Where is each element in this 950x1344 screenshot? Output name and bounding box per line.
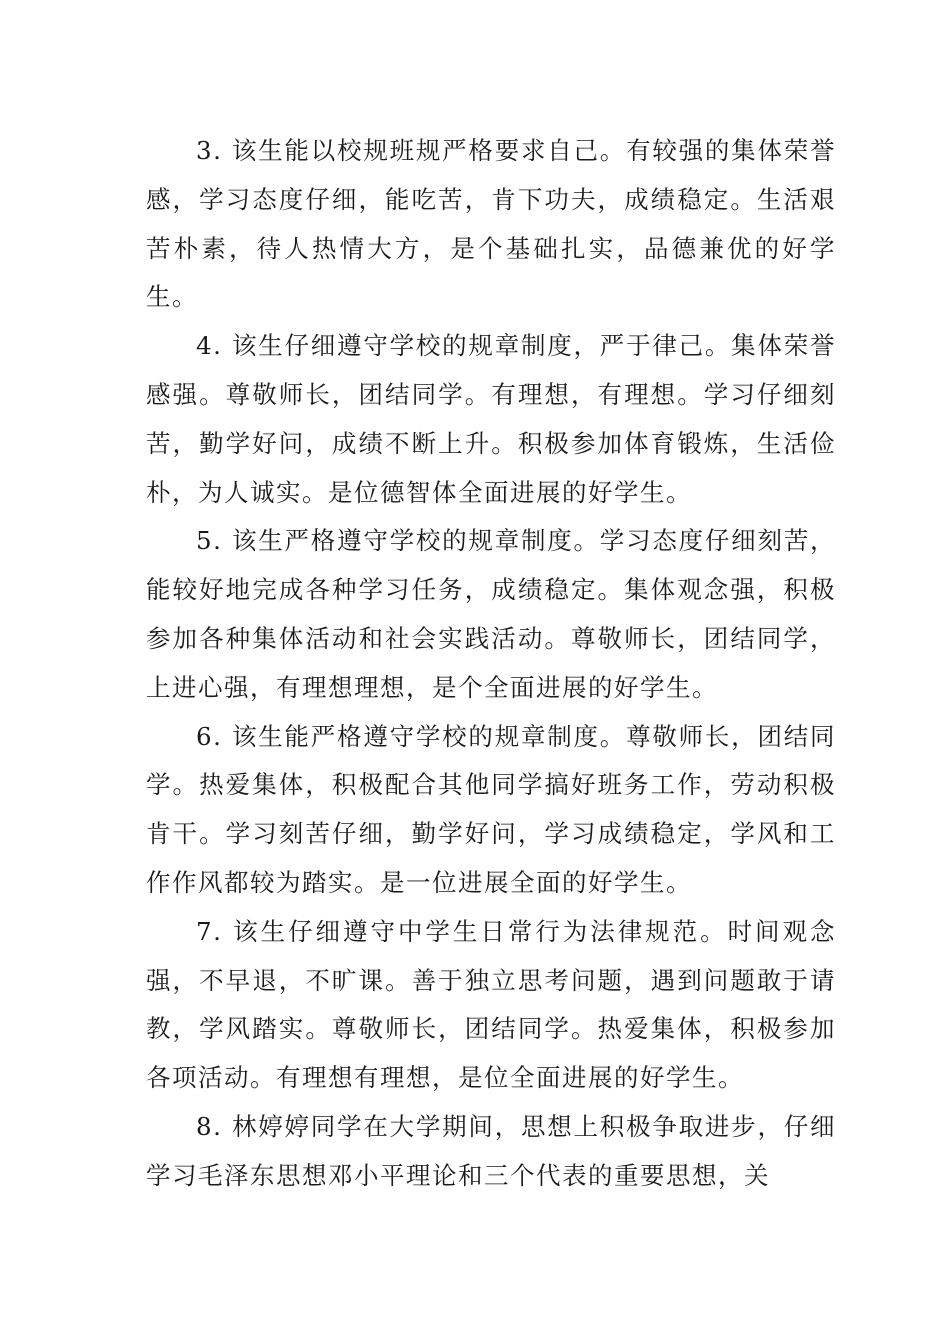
paragraph-5: 5. 该生严格遵守学校的规章制度。学习态度仔细刻苦，能较好地完成各种学习任务，成绩稳定。集体观念强，积极参加各种集体活动和社会实践活动。尊敬师长，团结同学，上进心强，有理想理想，是个全面进展的好学生。 xyxy=(146,526,836,702)
paragraph-6: 6. 该生能严格遵守学校的规章制度。尊敬师长，团结同学。热爱集体，积极配合其他同学搞好班务工作，劳动积极肯干。学习刻苦仔细，勤学好问，学习成绩稳定，学风和工作作风都较为踏实。是一位进展全面的好学生。 xyxy=(146,721,836,897)
paragraph-4: 4. 该生仔细遵守学校的规章制度，严于律己。集体荣誉感强。尊敬师长，团结同学。有理想，有理想。学习仔细刻苦，勤学好问，成绩不断上升。积极参加体育锻炼，生活俭朴，为人诚实。是位德智体全面进展的好学生。 xyxy=(146,331,836,507)
paragraph-8: 8. 林婷婷同学在大学期间，思想上积极争取进步，仔细学习毛泽东思想邓小平理论和三个代表的重要思想，关 xyxy=(146,1111,836,1190)
paragraph-7: 7. 该生仔细遵守中学生日常行为法律规范。时间观念强，不早退，不旷课。善于独立思考问题，遇到问题敢于请教，学风踏实。尊敬师长，团结同学。热爱集体，积极参加各项活动。有理想有理想，是位全面进展的好学生。 xyxy=(146,916,836,1093)
document-body xyxy=(146,127,836,1201)
paragraph-3: 3. 该生能以校规班规严格要求自己。有较强的集体荣誉感，学习态度仔细，能吃苦，肯下功夫，成绩稳定。生活艰苦朴素，待人热情大方，是个基础扎实，品德兼优的好学生。 xyxy=(146,136,836,312)
